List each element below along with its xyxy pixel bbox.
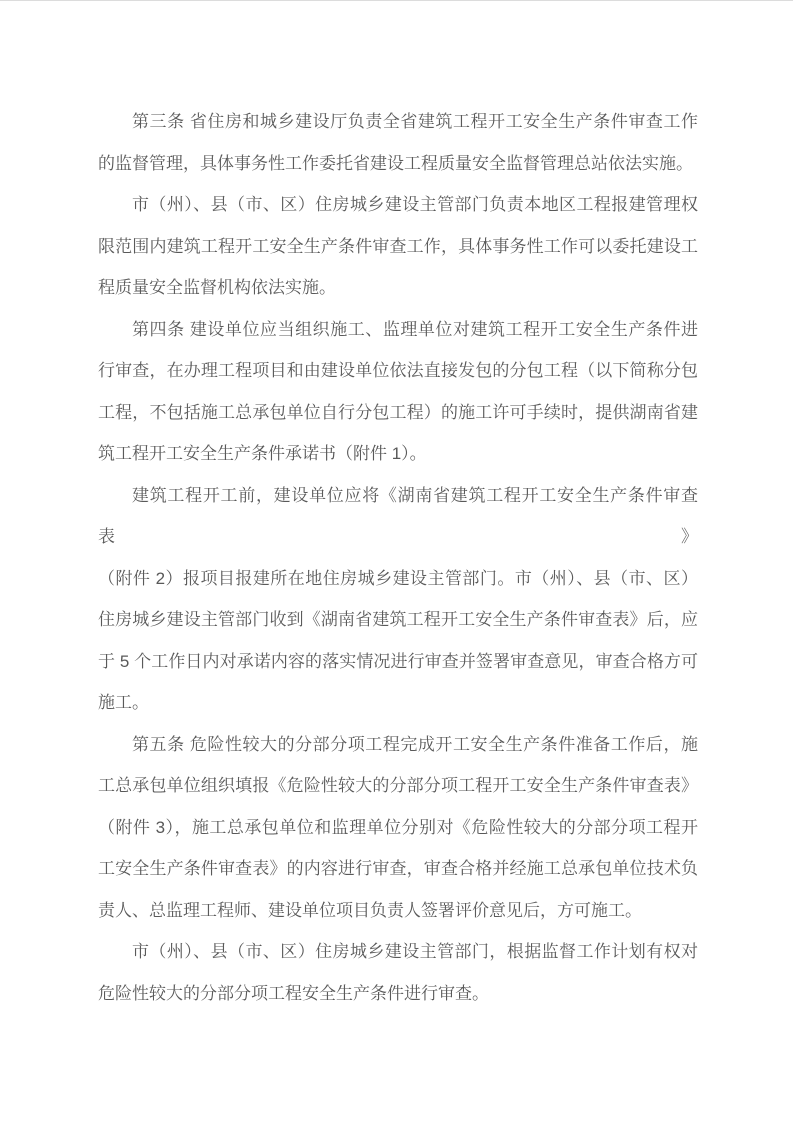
text-line: 危险性较大的分部分项工程安全生产条件进行审查。 [98, 983, 489, 1003]
paragraph-article-5-hazardous [98, 724, 698, 932]
text-line: 程质量安全监督机构依法实施。 [98, 278, 336, 297]
document-page [0, 1, 793, 1014]
text-line: 施工。 [98, 693, 149, 712]
text-line: 市（州）、县（市、区）住房城乡建设主管部门，根据监督工作计划有权对 [132, 942, 698, 961]
paragraph-article-3-duty [98, 101, 698, 184]
text-line: 第四条 建设单位应当组织施工、监理单位对建筑工程开工安全生产条件进 [132, 319, 698, 339]
text-line: 的监督管理，具体事务性工作委托省建设工程质量安全监督管理总站依法实施。 [98, 153, 693, 173]
paragraph-article-5-supervision [98, 931, 698, 1014]
text-line: 市（州）、县（市、区）住房城乡建设主管部门负责本地区工程报建管理权 [132, 195, 698, 214]
text-line: 第三条 省住房和城乡建设厅负责全省建筑工程开工安全生产条件审查工作 [132, 112, 698, 131]
text-line: 限范围内建筑工程开工安全生产条件审查工作，具体事务性工作可以委托建设工 [98, 236, 698, 256]
text-line: 工安全生产条件审查表》的内容进行审查，审查合格并经施工总承包单位技术负 [98, 859, 698, 878]
text-line: （附件 2）报项目报建所在地住房城乡建设主管部门。市（州）、县（市、区） [98, 568, 698, 588]
text-line: （附件 3），施工总承包单位和监理单位分别对《危险性较大的分部分项工程开 [98, 817, 698, 837]
text-line: 第五条 危险性较大的分部分项工程完成开工安全生产条件准备工作后，施 [132, 734, 698, 754]
text-line: 工总承包单位组织填报《危险性较大的分部分项工程开工安全生产条件审查表》 [98, 776, 698, 795]
text-line: 责人、总监理工程师、建设单位项目负责人签署评价意见后，方可施工。 [98, 900, 642, 920]
paragraph-article-3-local [98, 184, 698, 309]
text-line: 行审查，在办理工程项目和由建设单位依法直接发包的分包工程（以下简称分包 [98, 361, 698, 380]
paragraph-article-4-submission [98, 475, 698, 724]
text-line: 建筑工程开工前，建设单位应将《湖南省建筑工程开工安全生产条件审查表》 [98, 485, 698, 546]
text-line: 住房城乡建设主管部门收到《湖南省建筑工程开工安全生产条件审查表》后，应 [98, 610, 698, 629]
text-line: 筑工程开工安全生产条件承诺书（附件 1）。 [98, 444, 427, 463]
text-line: 于 5 个工作日内对承诺内容的落实情况进行审查并签署审查意见，审查合格方可 [98, 651, 698, 671]
paragraph-article-4-review [98, 309, 698, 475]
text-line: 工程，不包括施工总承包单位自行分包工程）的施工许可手续时，提供湖南省建 [98, 402, 698, 422]
